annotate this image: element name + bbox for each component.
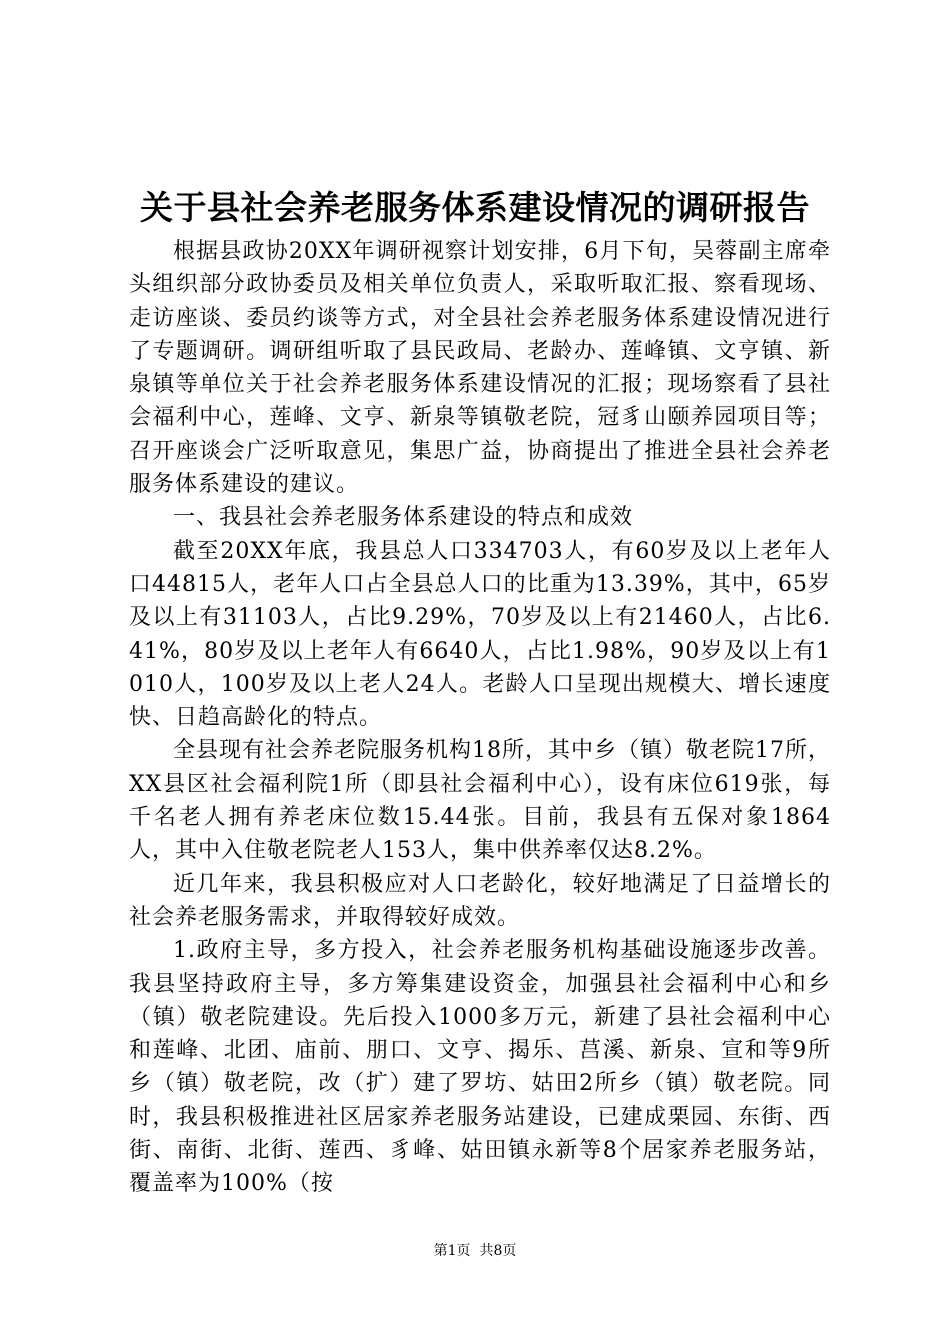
- page-number-label: 第1页 共8页: [433, 1243, 517, 1259]
- section-heading: 一、我县社会养老服务体系建设的特点和成效: [173, 505, 634, 531]
- paragraph-achievements: 近几年来，我县积极应对人口老龄化，较好地满足了日益增长的社会养老服务需求，并取得较好成效。: [129, 871, 831, 930]
- document-body: [129, 235, 831, 1201]
- paragraph-institutions: 全县现有社会养老院服务机构18所，其中乡（镇）敬老院17所，XX县区社会福利院1所（即县社会福利中心），设有床位619张，每千名老人拥有养老床位数15.44张。目前，我县有五保对象1864人，其中入住敬老院老人153人，集中供养率仅达8.2%。: [129, 738, 831, 864]
- paragraph-intro: 根据县政协20XX年调研视察计划安排，6月下旬，吴蓉副主席牵头组织部分政协委员及相关单位负责人，采取听取汇报、察看现场、走访座谈、委员约谈等方式，对全县社会养老服务体系建设情况进行了专题调研。调研组听取了县民政局、老龄办、莲峰镇、文亨镇、新泉镇等单位关于社会养老服务体系建设情况的汇报；现场察看了县社会福利中心，莲峰、文亨、新泉等镇敬老院，冠豸山颐养园项目等；召开座谈会广泛听取意见，集思广益，协商提出了推进全县社会养老服务体系建设的建议。: [129, 239, 831, 498]
- document-title: 关于县社会养老服务体系建设情况的调研报告: [140, 188, 810, 227]
- paragraph-population: 截至20XX年底，我县总人口334703人，有60岁及以上老年人口44815人，老年人口占全县总人口的比重为13.39%，其中，65岁及以上有31103人，占比9.29%，70岁及以上有21460人，占比6.41%，80岁及以上老年人有6640人，占比1.98%，90岁及以上有1010人，100岁及以上老人24人。老龄人口呈现出规模大、增长速度快、日趋高龄化的特点。: [129, 538, 831, 731]
- paragraph-item-1: 1.政府主导，多方投入，社会养老服务机构基础设施逐步改善。我县坚持政府主导，多方筹集建设资金，加强县社会福利中心和乡（镇）敬老院建设。先后投入1000多万元，新建了县社会福利中心和莲峰、北团、庙前、朋口、文亨、揭乐、莒溪、新泉、宣和等9所乡（镇）敬老院，改（扩）建了罗坊、姑田2所乡（镇）敬老院。同时，我县积极推进社区居家养老服务站建设，已建成栗园、东街、西街、南街、北街、莲西、豸峰、姑田镇永新等8个居家养老服务站，覆盖率为100%（按: [129, 938, 831, 1197]
- page-footer: [0, 1241, 950, 1261]
